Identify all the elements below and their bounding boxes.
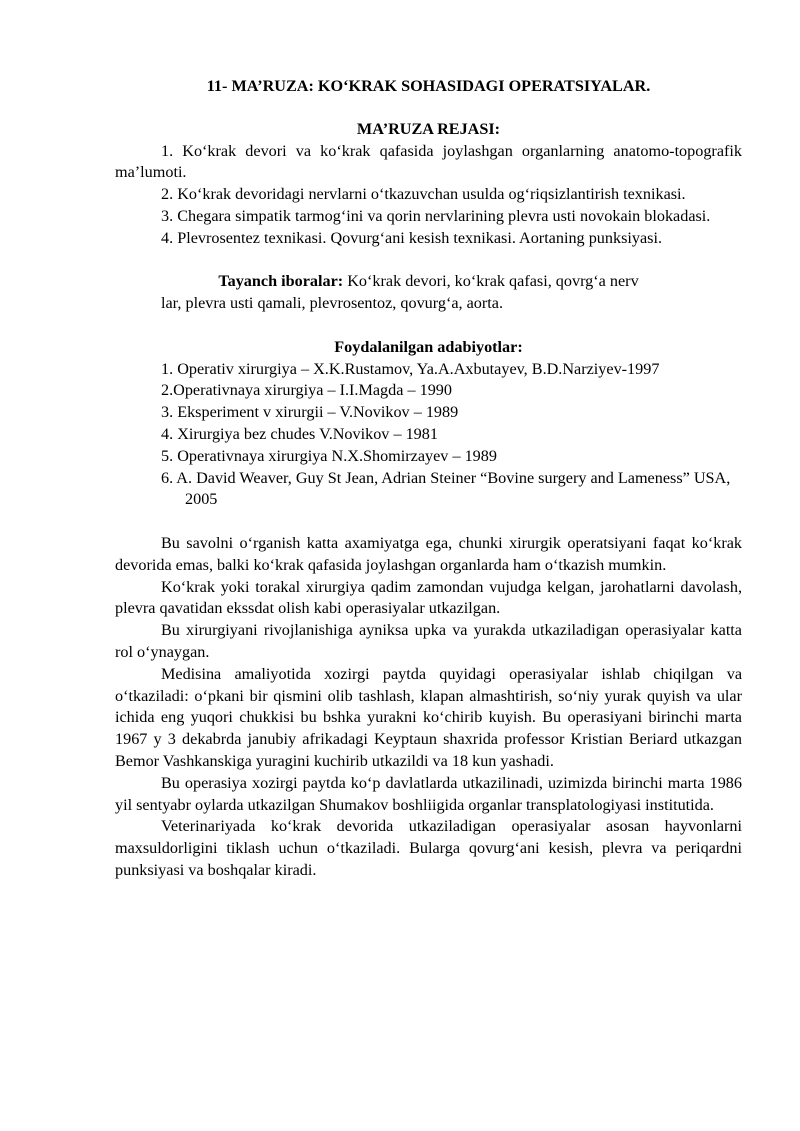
- spacer: [115, 250, 742, 272]
- plan-item: 1. Ko‘krak devori va ko‘krak qafasida joylashgan organlarning anatomo-topografik ma’lumoti.: [115, 141, 742, 182]
- literature-item: 2.Operativnaya xirurgiya – I.I.Magda – 1990: [161, 381, 452, 400]
- spacer: [115, 315, 742, 337]
- body-paragraph: Veterinariyada ko‘krak devorida utkaziladigan operasiyalar asosan hayvonlarni maxsuldorligini tiklash uchun o‘tkaziladi. Bularga qovurg‘ani kesish, plevra va periqardni punksiyasi va boshqalar kiradi.: [115, 817, 742, 879]
- body-paragraph: Bu xirurgiyani rivojlanishiga ayniksa upka va yurakda utkaziladigan operasiyalar katta rol o‘ynaygan.: [115, 621, 742, 661]
- plan-item: 2. Ko‘krak devoridagi nervlarni o‘tkazuvchan usulda og‘riqsizlantirish texnikasi.: [161, 185, 686, 204]
- body-paragraph: Bu operasiya xozirgi paytda ko‘p davlatlarda utkazilinadi, uzimizda birinchi marta 1986 yil sentyabr oylarda utkazilgan Shumakov boshliigida organlar transplatologiyasi institutida.: [115, 773, 742, 814]
- body-paragraph: Ko‘krak yoki torakal xirurgiya qadim zamondan vujudga kelgan, jarohatlarni davolash, plevra qavatidan ekssdat olish kabi operasiyalar utkazilgan.: [115, 577, 742, 618]
- plan-item: 3. Chegara simpatik tarmog‘ini va qorin nervlarining plevra usti novokain blokadasi.: [161, 206, 711, 225]
- plan-heading: MA’RUZA REJASI:: [356, 119, 501, 138]
- plan-item: 4. Plevrosentez texnikasi. Qovurg‘ani kesish texnikasi. Aortaning punksiyasi.: [161, 228, 662, 247]
- keywords-text: Ko‘krak devori, ko‘krak qafasi, qovrg‘a nerv: [343, 272, 639, 291]
- keywords-continuation: lar, plevra usti qamali, plevrosentoz, qovurg‘a, aorta.: [161, 294, 504, 313]
- body-paragraph: Bu savolni o‘rganish katta axamiyatga ega, chunki xirurgik operatsiyani faqat ko‘krak devorida emas, balki ko‘krak qafasida joylashgan organlarda ham o‘tkazish mumkin.: [115, 533, 742, 574]
- body-paragraph: Medisina amaliyotida xozirgi paytda quyidagi operasiyalar ishlab chiqilgan va o‘tkaziladi: o‘pkani bir qismini olib tashlash, klapan almashtirish, so‘niy yurak quyish va ular ichida eng yuqori chukkisi bu bshka yurakni ko‘chirib kuyish. Bu operasiyani birinchi marta 1967 y 3 dekabrda janubiy afrikadagi Keyptaun shaxrida professor Kristian Beriard utkazgan Bemor Vashkanskiga yuragini kuchirib utkazildi va 18 kun yashadi.: [115, 664, 742, 770]
- literature-year: 2005: [185, 490, 218, 509]
- document-page: [115, 76, 742, 882]
- literature-item: 3. Eksperiment v xirurgii – V.Novikov – 1989: [161, 403, 459, 422]
- literature-item: 1. Operativ xirurgiya – X.K.Rustamov, Ya.A.Axbutayev, B.D.Narziyev-1997: [161, 359, 660, 378]
- keywords-label: Tayanch iboralar:: [218, 272, 344, 291]
- literature-item: 6. A. David Weaver, Guy St Jean, Adrian Steiner “Bovine surgery and Lameness” USA,: [161, 468, 731, 487]
- literature-heading: Foydalanilgan adabiyotlar:: [334, 337, 523, 356]
- keywords-line: [115, 271, 742, 293]
- literature-item: 5. Operativnaya xirurgiya N.X.Shomirzayev – 1989: [161, 446, 497, 465]
- spacer: [115, 511, 742, 533]
- lecture-title: 11- MA’RUZA: KO‘KRAK SOHASIDAGI OPERATSIYALAR.: [206, 77, 651, 95]
- literature-item: 4. Xirurgiya bez chudes V.Novikov – 1981: [161, 424, 438, 443]
